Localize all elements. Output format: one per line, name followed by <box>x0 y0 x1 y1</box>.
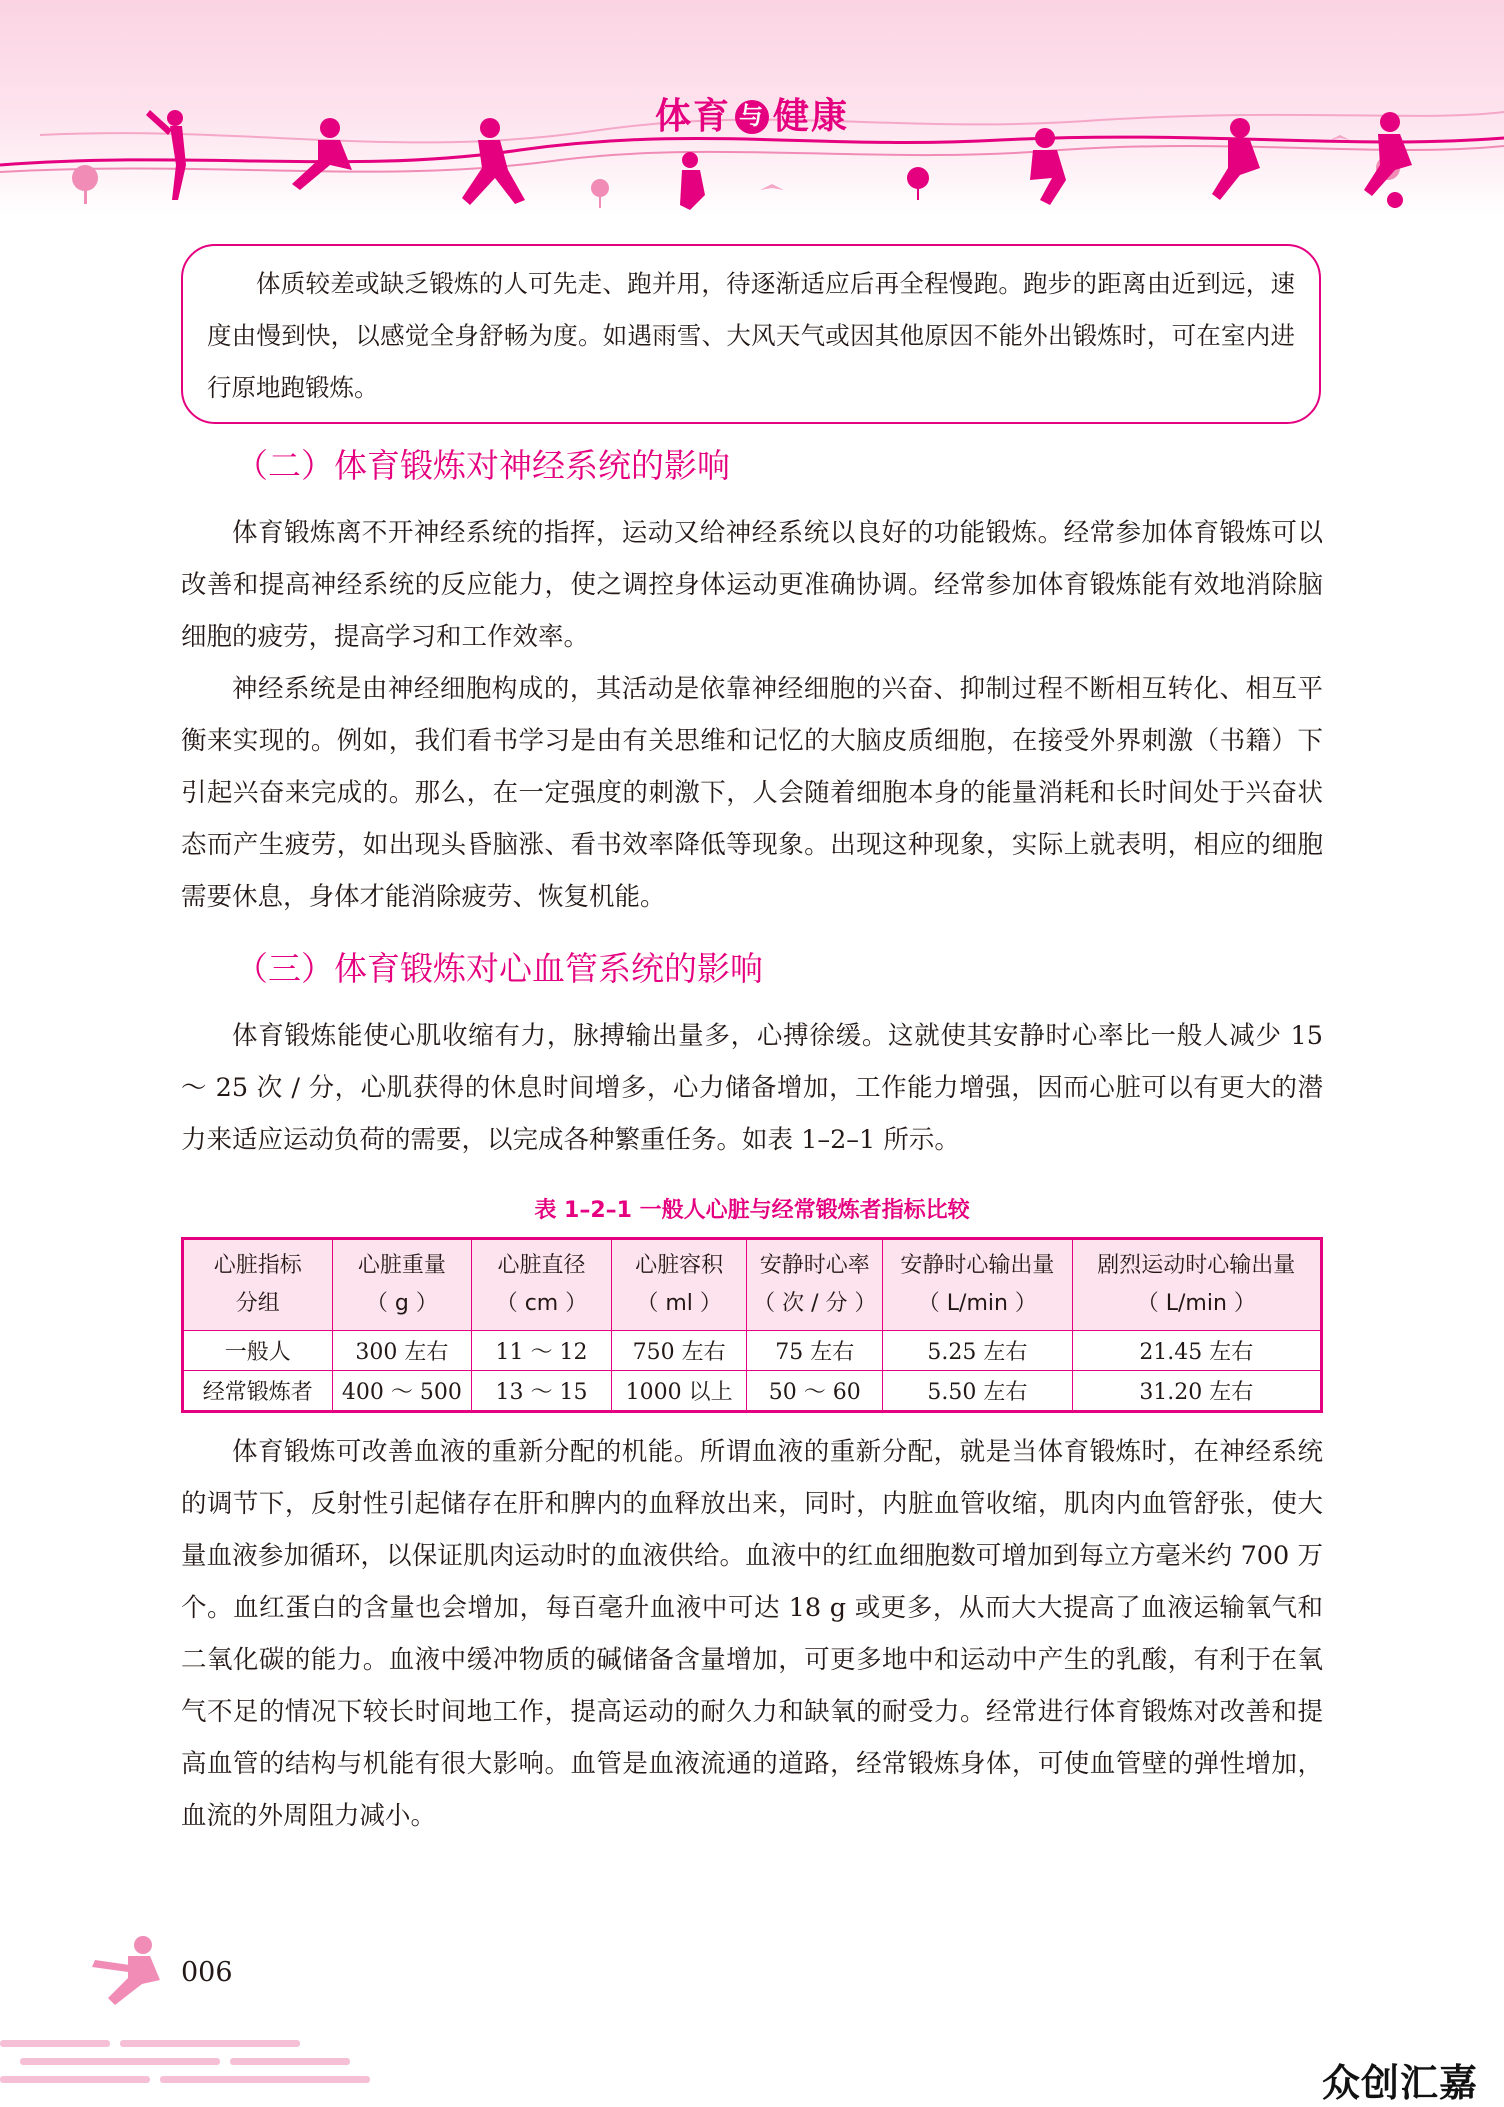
table-cell: 5.50 左右 <box>883 1371 1073 1412</box>
footer-runner-icon <box>0 0 400 2094</box>
table-cell: 50 ～ 60 <box>747 1371 883 1412</box>
paragraph: 体育锻炼能使心肌收缩有力，脉搏输出量多，心搏徐缓。这就使其安静时心率比一般人减少 15 ～ 25 次 / 分，心肌获得的休息时间增多，心力储备增加，工作能力增强，因而心脏可以有更大的潜力来适应运动负荷的需要，以完成各种繁重任务。如表 1–2–1 所示。 <box>181 1021 1323 1155</box>
table-header-cell: 安静时心率 （ 次 / 分 ） <box>747 1239 883 1331</box>
table-header-cell: 心脏容积 （ ml ） <box>611 1239 747 1331</box>
table-cell: 13 ～ 15 <box>472 1371 612 1412</box>
table-cell: 300 左右 <box>332 1331 472 1371</box>
table-cell: 1000 以上 <box>611 1371 747 1412</box>
paragraph: 体育锻炼离不开神经系统的指挥，运动又给神经系统以良好的功能锻炼。经常参加体育锻炼可以改善和提高神经系统的反应能力，使之调控身体运动更准确协调。经常参加体育锻炼能有效地消除脑细胞的疲劳，提高学习和工作效率。 <box>181 518 1323 652</box>
table-cell: 经常锻炼者 <box>183 1371 333 1412</box>
tip-text: 体质较差或缺乏锻炼的人可先走、跑并用，待逐渐适应后再全程慢跑。跑步的距离由近到远，速度由慢到快，以感觉全身舒畅为度。如遇雨雪、大风天气或因其他原因不能外出锻炼时，可在室内进行原地跑锻炼。 <box>207 269 1295 402</box>
table-header-cell: 剧烈运动时心输出量 （ L/min ） <box>1072 1239 1321 1331</box>
table-cell: 5.25 左右 <box>883 1331 1073 1371</box>
paragraph: 体育锻炼可改善血液的重新分配的机能。所谓血液的重新分配，就是当体育锻炼时，在神经系统的调节下，反射性引起储存在肝和脾内的血释放出来，同时，内脏血管收缩，肌肉内血管舒张，使大量血液参加循环，以保证肌肉运动时的血液供给。血液中的红血细胞数可增加到每立方毫米约 700 万个。血红蛋白的含量也会增加，每百毫升血液中可达 18 g 或更多，从而大大提高了血液运输氧气和二氧化碳的能力。血液中缓冲物质的碱储备含量增加，可更多地中和运动中产生的乳酸，有利于在氧气不足的情况下较长时间地工作，提高运动的耐久力和缺氧的耐受力。经常进行体育锻炼对改善和提高血管的结构与机能有很大影响。血管是血液流通的道路，经常锻炼身体，可使血管壁的弹性增加，血流的外周阻力减小。 <box>181 1437 1323 1831</box>
section-heading-cardiovascular: （三）体育锻炼对心血管系统的影响 <box>235 949 763 988</box>
table-cell: 一般人 <box>183 1331 333 1371</box>
paragraph: 神经系统是由神经细胞构成的，其活动是依靠神经细胞的兴奋、抑制过程不断相互转化、相互平衡来实现的。例如，我们看书学习是由有关思维和记忆的大脑皮质细胞，在接受外界刺激（书籍）下引起兴奋来完成的。那么，在一定强度的刺激下，人会随着细胞本身的能量消耗和长时间处于兴奋状态而产生疲劳，如出现头昏脑涨、看书效率降低等现象。出现这种现象，实际上就表明，相应的细胞需要休息，身体才能消除疲劳、恢复机能。 <box>181 674 1323 912</box>
table-cell: 21.45 左右 <box>1072 1331 1321 1371</box>
table-cell: 750 左右 <box>611 1331 747 1371</box>
table-header-cell: 安静时心输出量 （ L/min ） <box>883 1239 1073 1331</box>
table-header-cell: 心脏重量 （ g ） <box>332 1239 472 1331</box>
section-heading-nervous-system: （二）体育锻炼对神经系统的影响 <box>235 446 730 485</box>
table-cell: 75 左右 <box>747 1331 883 1371</box>
watermark-brand: 众创汇嘉 <box>1322 2061 1479 2105</box>
table-cell: 11 ～ 12 <box>472 1331 612 1371</box>
header-title: 体育 与 健康 <box>654 96 850 137</box>
table-cell: 400 ～ 500 <box>332 1371 472 1412</box>
table-cell: 31.20 左右 <box>1072 1371 1321 1412</box>
table-header-cell: 心脏指标 分组 <box>183 1239 333 1331</box>
table-caption: 表 1–2–1 一般人心脏与经常锻炼者指标比较 <box>534 1198 970 1223</box>
page-number: 006 <box>181 1957 233 1988</box>
table-header-cell: 心脏直径 （ cm ） <box>472 1239 612 1331</box>
